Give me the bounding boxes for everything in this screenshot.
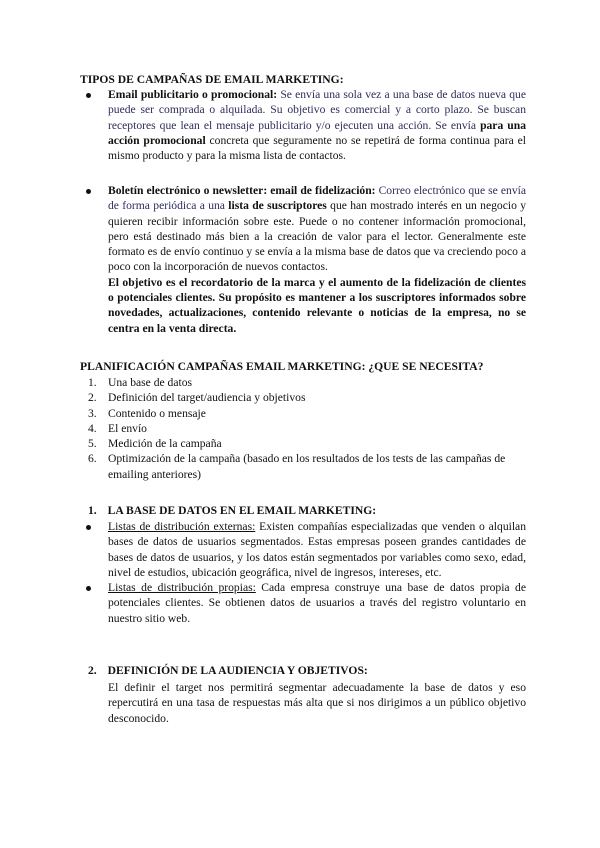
newsletter-text-a: Correo electrónico que se envía de forma periódica a una (108, 184, 526, 213)
step-number: 2. (88, 391, 97, 405)
planning-step (88, 421, 526, 436)
step-text: Optimización de la campaña (basado en los resultados de los tests de las campañas de emailing anteriores) (108, 452, 506, 481)
step-text: El envío (108, 421, 147, 435)
newsletter-text-b: que han mostrado interés en un negocio y quieren recibir información sobre este. Puede o no contener información promocional, pero está destinado más bien a la creación de valor para el lector. Generalmente este formato es de envío continuo y se envía a la misma base de datos que va creciendo poco a poco con la incorporación de nuevos contactos. (108, 199, 526, 274)
section-heading-database (88, 503, 376, 518)
step-text: Una base de datos (108, 376, 193, 389)
list-item-newsletter (80, 183, 526, 336)
planning-step (88, 436, 526, 451)
promotional-bold-mid: para una acción promocional (108, 118, 526, 147)
campaign-types-list-2 (80, 183, 526, 336)
planning-step (88, 390, 526, 405)
list-item-external-lists (80, 519, 526, 580)
external-lists-text: Existen compañías especializadas que venden o alquilan bases de datos de usuarios segmentados. Estas empresas poseen grandes cantidades de bases de datos de usuarios, y los datos están segmentados por variables como sexo, edad, nivel de estudios, ubicación geográfica, nivel de ingresos, intereses, etc. (108, 520, 526, 579)
promotional-text-b: concreta que seguramente no se repetirá de forma continua para el mismo producto y para la misma lista de contactos. (108, 133, 527, 163)
term-newsletter: Boletín electrónico o newsletter: email de fidelización: (108, 184, 376, 197)
term-own-lists: Listas de distribución propias: (108, 581, 256, 595)
step-number: 5. (88, 437, 97, 451)
step-number: 4. (88, 421, 97, 435)
planning-steps-list (88, 375, 526, 482)
section-number: 2. (88, 664, 97, 677)
promotional-text-a: Se envía una sola vez a una base de datos nueva que puede ser comprada o alquilada. Su objetivo es comercial y a corto plazo. Se buscan receptores que lean el mensaje publicitario y/o ejecuten una acción. Se envía (108, 88, 526, 132)
planning-step (88, 406, 526, 421)
planning-step (88, 451, 526, 482)
step-text: Contenido o mensaje (108, 406, 206, 420)
section-title-database: LA BASE DE DATOS EN EL EMAIL MARKETING: (107, 504, 377, 517)
database-list (80, 519, 526, 626)
newsletter-objective-paragraph: El objetivo es el recordatorio de la marca y el aumento de la fidelización de clientes o potenciales clientes. Su propósito es mantener a los suscriptores informados sobre novedades, actualizaciones, contenido relevante o noticias de la empresa, no se centra en la venta directa. (108, 275, 526, 335)
step-number: 1. (88, 376, 97, 389)
step-text: Medición de la campaña (108, 437, 222, 451)
own-lists-text: Cada empresa construye una base de datos propia de potenciales clientes. Se obtienen datos de usuarios a través del registro voluntario en nuestro sitio web. (108, 581, 526, 625)
section-heading-audience (88, 663, 368, 678)
list-item-promotional-email (80, 87, 526, 163)
section-title-planning: PLANIFICACIÓN CAMPAÑAS EMAIL MARKETING: ¿QUE SE NECESITA? (80, 360, 484, 373)
newsletter-bold-mid: lista de suscriptores (228, 199, 327, 213)
section-number: 1. (88, 504, 97, 517)
term-external-lists: Listas de distribución externas: (108, 520, 256, 533)
section-title-audience: DEFINICIÓN DE LA AUDIENCIA Y OBJETIVOS: (107, 664, 368, 677)
step-number: 6. (88, 452, 97, 466)
step-text: Definición del target/audiencia y objetivos (108, 391, 306, 405)
audience-paragraph: El definir el target nos permitirá segmentar adecuadamente la base de datos y eso repercutirá en una tasa de respuestas más alta que si nos dirigimos a un público objetivo desconocido. (108, 681, 526, 725)
step-number: 3. (88, 406, 97, 420)
term-promotional-email: Email publicitario o promocional: (108, 88, 278, 101)
section-title-campaign-types: TIPOS DE CAMPAÑAS DE EMAIL MARKETING: (80, 73, 344, 86)
campaign-types-list (80, 87, 526, 163)
list-item-own-lists (80, 580, 526, 626)
planning-step (88, 375, 526, 390)
